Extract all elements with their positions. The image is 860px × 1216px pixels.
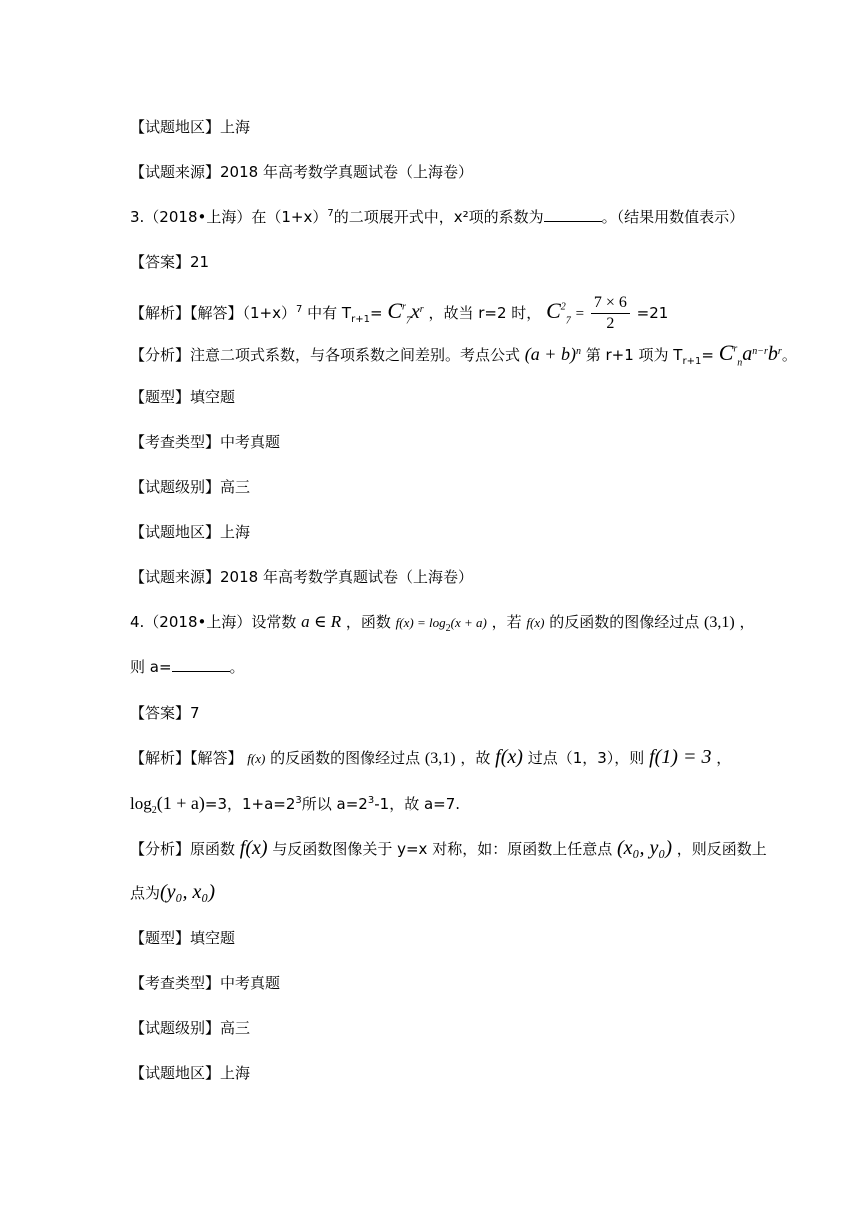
type-line: 【题型】填空题 bbox=[130, 388, 236, 406]
level-line: 【试题级别】高三 bbox=[130, 478, 251, 496]
level-line-2: 【试题级别】高三 bbox=[130, 1019, 251, 1037]
trial-region-line: 【试题地区】上海 bbox=[130, 118, 251, 136]
exam-type-line: 【考查类型】中考真题 bbox=[130, 433, 281, 451]
combination-value: $C^2_7$ bbox=[546, 298, 571, 327]
analysis-line-2: 【解析】【解答】 f(x) 的反函数的图像经过点 (3,1) ，故 f(x) 过点（1，3），则 f(1) = 3 ， bbox=[130, 746, 732, 768]
question-4: 4.（2018•上海）设常数 a ∈ R ，函数 $f(x) = \log_2(x + a)$ ，若 f(x) 的反函数的图像经过点 (3,1) ， bbox=[130, 612, 755, 634]
exam-type-line-2: 【考查类型】中考真题 bbox=[130, 974, 281, 992]
source-line-2: 【试题来源】2018 年高考数学真题试卷（上海卷） bbox=[130, 568, 473, 586]
answer-line: 【答案】21 bbox=[130, 253, 210, 271]
type-line-2: 【题型】填空题 bbox=[130, 929, 236, 947]
question-3: 3.（2018•上海）在$(1+x)^7$的二项展开式中，x²项的系数为 。（结果用数值表示） bbox=[130, 208, 745, 226]
answer-blank bbox=[544, 207, 602, 222]
region-line-3: 【试题地区】上海 bbox=[130, 1064, 251, 1082]
note-line: 【分析】注意二项式系数，与各项系数之间差别。考点公式 $(a + b)^n$ 第 r+1 项为 $T_{r+1}= C^r_na^{n-r}b^r$。 bbox=[130, 340, 797, 369]
trial-source-line: 【试题来源】2018 年高考数学真题试卷（上海卷） bbox=[130, 163, 473, 181]
fraction: $\frac{7 \times 6}{2}$ bbox=[591, 293, 630, 334]
analysis-line: 【解析】【解答】$(1+x)^7$ 中有 $T_{r+1}= C^r_7x^r$ ，故当 r=2 时， $C^2_7$ = $\frac{7 \times 6}{2}$ =21 bbox=[130, 294, 669, 332]
answer-blank-2 bbox=[172, 657, 230, 672]
question-4-line2: 则 a= 。 bbox=[130, 658, 245, 676]
answer-line-2: 【答案】7 bbox=[130, 704, 200, 722]
note-line-2: 【分析】原函数 f(x) 与反函数图像关于 y=x 对称，如：原函数上任意点 (x₀, y₀) ，则反函数上 bbox=[130, 837, 767, 859]
combination-formula: $C^r_7$ bbox=[387, 298, 411, 327]
note-line-2b: 点为(y₀, x₀) bbox=[130, 881, 215, 903]
analysis-line-2b: $\log_2(1 + a)=3$，$1+a=2^3$所以 $a=2^3-1$，故 a=7. bbox=[130, 793, 461, 816]
region-line-2: 【试题地区】上海 bbox=[130, 523, 251, 541]
general-term: $C^r_n$ bbox=[718, 340, 743, 369]
